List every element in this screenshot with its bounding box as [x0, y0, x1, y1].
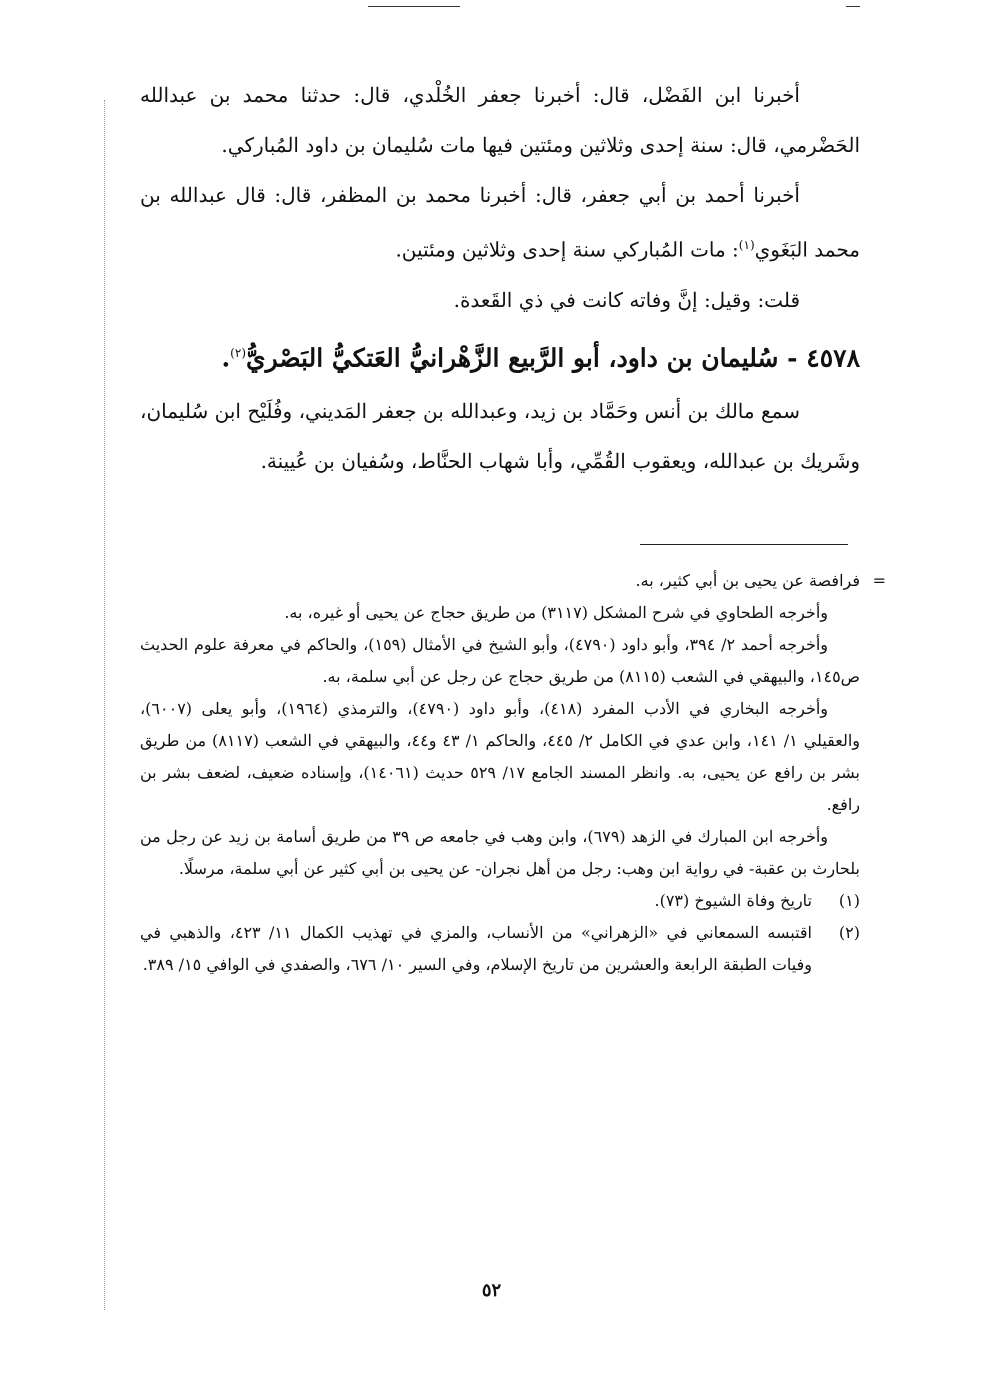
footnote-2: [140, 917, 860, 981]
footnote-continued: [140, 565, 886, 597]
margin-line: [104, 100, 105, 1310]
footnote-2-text: اقتبسه السمعاني في «الزهراني» من الأنساب، والمزي في تهذيب الكمال ١١/ ٤٢٣، والذهبي في وفيات الطبقة الرابعة والعشرين من تاريخ الإسلام، وفي السير ١٠/ ٦٧٦، والصفدي في الوافي ١٥/ ٣٨٩.: [140, 923, 812, 974]
footnote-separator: [640, 544, 848, 545]
paragraph-4: سمع مالك بن أنس وحَمَّاد بن زيد، وعبدالله بن جعفر المَديني، وفُلَيْح ابن سُليمان، وشَريك بن عبدالله، ويعقوب القُمِّي، وأبا شهاب الحنَّاط، وسُفيان بن عُيينة.: [140, 398, 860, 473]
footnotes: [140, 565, 886, 981]
paragraph-1: أخبرنا ابن الفَضْل، قال: أخبرنا جعفر الخُلْدي، قال: حدثنا محمد بن عبدالله الحَضْرمي، قال: سنة إحدى وثلاثين ومئتين فيها مات سُليمان بن داود المُباركي.: [140, 83, 860, 157]
footnote-ref-2[interactable]: (٢): [230, 345, 246, 360]
footnote-ref-1[interactable]: (١): [738, 238, 755, 252]
paragraph-3: قلت: وقيل: إنَّ وفاته كانت في ذي القَعدة.: [453, 287, 800, 312]
top-rule-mark: [846, 6, 860, 7]
paragraph-2-text-b: : مات المُباركي سنة إحدى وثلاثين ومئتين.: [395, 237, 739, 262]
footnote-paragraph-1: وأخرجه الطحاوي في شرح المشكل (٣١١٧) من طريق حجاج عن يحيى أو غيره، به.: [284, 603, 828, 622]
continuation-mark: =: [872, 571, 886, 590]
footnote-2-number: (٢): [838, 923, 860, 942]
top-rule: [368, 6, 460, 7]
footnote-paragraph-4: وأخرجه ابن المبارك في الزهد (٦٧٩)، وابن وهب في جامعه ص ٣٩ من طريق أسامة بن زيد عن رجل من بلحارث بن عقبة- في رواية ابن وهب: رجل من أهل نجران- عن يحيى بن أبي كثير عن أبي سلمة، مرسلًا.: [140, 827, 860, 878]
footnote-continued-text: فرافصة عن يحيى بن أبي كثير، به.: [635, 571, 860, 590]
footnote-1: [140, 885, 860, 917]
entry-heading: [140, 325, 860, 386]
footnote-paragraph-2: وأخرجه أحمد ٢/ ٣٩٤، وأبو داود (٤٧٩٠)، وأبو الشيخ في الأمثال (١٥٩)، والحاكم في معرفة علوم الحديث ص١٤٥، والبيهقي في الشعب (٨١١٥) من طريق حجاج عن رجل عن أبي سلمة، به.: [140, 635, 860, 686]
footnote-1-number: (١): [838, 891, 860, 910]
footnote-1-text: تاريخ وفاة الشيوخ (٧٣).: [654, 891, 812, 910]
paragraph-2: [140, 170, 860, 275]
entry-heading-end: .: [221, 342, 231, 372]
page-number: ٥٢: [481, 1280, 502, 1301]
footnote-paragraph-3: وأخرجه البخاري في الأدب المفرد (٤١٨)، وأبو داود (٤٧٩٠)، والترمذي (١٩٦٤)، وأبو يعلى (٦٠٠٧)، والعقيلي ١/ ١٤١، وابن عدي في الكامل ٢/ ٤٤٥، والحاكم ١/ ٤٣ و٤٤، والبيهقي في الشعب (٨١١٧) من طريق بشر بن رافع عن يحيى، به. وانظر المسند الجامع ١٧/ ٥٢٩ حديث (١٤٠٦١)، وإسناده ضعيف، لضعف بشر بن رافع.: [140, 699, 861, 814]
entry-heading-text: ٤٥٧٨ - سُليمان بن داود، أبو الرَّبيع الزَّهْرانيُّ العَتكيُّ البَصْريُّ: [246, 342, 860, 372]
main-text: [140, 70, 860, 486]
paragraph-2-text-a: أخبرنا أحمد بن أبي جعفر، قال: أخبرنا محمد بن المظفر، قال: قال عبدالله بن محمد البَغَوي: [140, 183, 860, 262]
